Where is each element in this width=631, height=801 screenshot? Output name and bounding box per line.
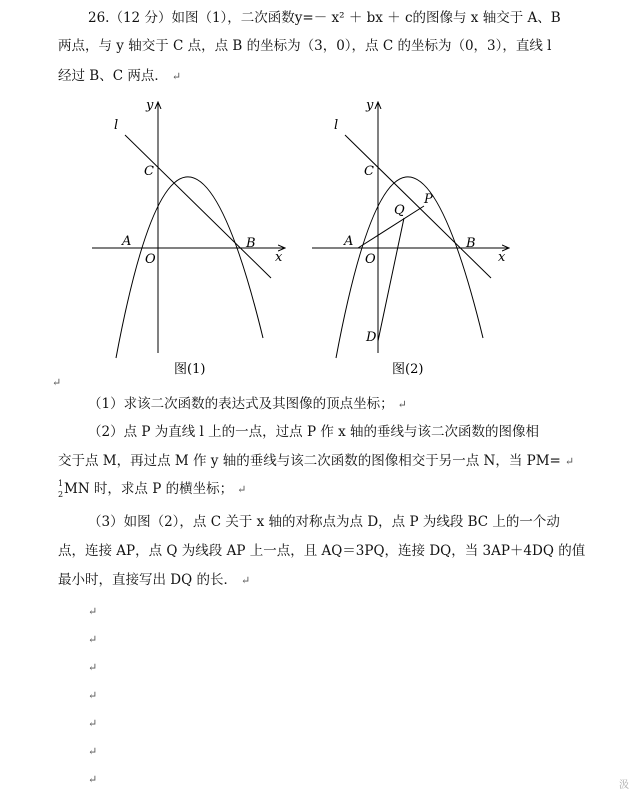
question-3-line-1 <box>88 514 560 530</box>
question-1 <box>88 396 407 413</box>
problem-line-3 <box>58 68 181 85</box>
fraction-denominator: 2 <box>58 489 64 499</box>
label-C: C <box>144 164 154 179</box>
problem-text-2: 两点，与 y 轴交于 C 点，点 B 的坐标为（3，0），点 C 的坐标为（0，3），直线 l <box>58 38 552 54</box>
label-O: O <box>145 252 156 267</box>
question-2-line-2 <box>58 453 574 470</box>
question-2-line-1 <box>88 424 539 440</box>
parabola-curve <box>116 177 263 358</box>
return-mark: ↵ <box>240 574 251 587</box>
return-mark: ↵ <box>397 398 407 411</box>
figure-2 <box>308 95 518 380</box>
empty-paragraph-mark: ↵ <box>88 717 98 730</box>
empty-paragraph-mark: ↵ <box>88 773 98 786</box>
label-B: B <box>466 236 476 251</box>
question-3-line-2 <box>58 543 585 559</box>
label-D: D <box>366 330 377 345</box>
label-l: l <box>334 118 339 133</box>
empty-paragraph-mark: ↵ <box>88 661 98 674</box>
label-A: A <box>122 234 132 249</box>
label-y: y <box>366 98 374 113</box>
question-2-text-2: 交于点 M，再过点 M 作 y 轴的垂线与该二次函数的图像相交于另一点 N，当 PM= <box>58 453 561 469</box>
empty-paragraph-mark: ↵ <box>88 689 98 702</box>
label-Q: Q <box>394 203 405 218</box>
segment-DQ <box>378 218 404 341</box>
label-O: O <box>365 252 376 267</box>
empty-paragraph-mark: ↵ <box>88 633 98 646</box>
label-x: x <box>498 250 506 265</box>
return-mark: ↵ <box>171 70 182 83</box>
label-C: C <box>364 164 374 179</box>
fraction-one-half <box>58 478 64 499</box>
label-l: l <box>114 118 119 133</box>
return-mark: ↵ <box>237 483 247 496</box>
figure-1-caption: 图(1) <box>174 362 206 377</box>
problem-line-2 <box>58 38 552 54</box>
figure-2-caption: 图(2) <box>392 362 424 377</box>
empty-paragraph-mark: ↵ <box>88 745 98 758</box>
problem-text-1: 26.（12 分）如图（1），二次函数y=－ x² ＋ bx ＋ c的图像与 x 轴交于 A、B <box>88 10 561 26</box>
label-y: y <box>146 98 154 113</box>
return-mark: ↵ <box>564 455 575 468</box>
problem-line-1 <box>88 10 561 26</box>
label-x: x <box>275 250 283 265</box>
label-P: P <box>424 192 433 207</box>
fraction-numerator: 1 <box>58 478 64 488</box>
question-2-text-1: （2）点 P 为直线 l 上的一点，过点 P 作 x 轴的垂线与该二次函数的图像相 <box>88 424 540 440</box>
parabola-curve <box>336 177 483 358</box>
problem-text-3: 经过 B、C 两点． <box>58 68 168 84</box>
segment-AP <box>358 206 424 248</box>
label-B: B <box>246 236 256 251</box>
question-3-line-3 <box>58 572 250 589</box>
question-2-text-3: MN 时，求点 P 的横坐标； <box>64 481 234 497</box>
question-3-text-1: （3）如图（2），点 C 关于 x 轴的对称点为点 D，点 P 为线段 BC 上的一个动 <box>88 514 560 530</box>
figure-1 <box>88 95 298 380</box>
edge-mark: 汲 <box>619 780 629 791</box>
return-mark: ↵ <box>52 376 62 389</box>
question-2-line-3 <box>58 478 247 499</box>
question-3-text-2: 点，连接 AP，点 Q 为线段 AP 上一点，且 AQ＝3PQ，连接 DQ，当 3AP＋4DQ 的值 <box>58 543 586 559</box>
label-A: A <box>344 234 354 249</box>
question-1-text: （1）求该二次函数的表达式及其图像的顶点坐标； <box>88 396 394 412</box>
question-3-text-3: 最小时，直接写出 DQ 的长． <box>58 572 237 588</box>
empty-paragraph-mark: ↵ <box>88 605 98 618</box>
